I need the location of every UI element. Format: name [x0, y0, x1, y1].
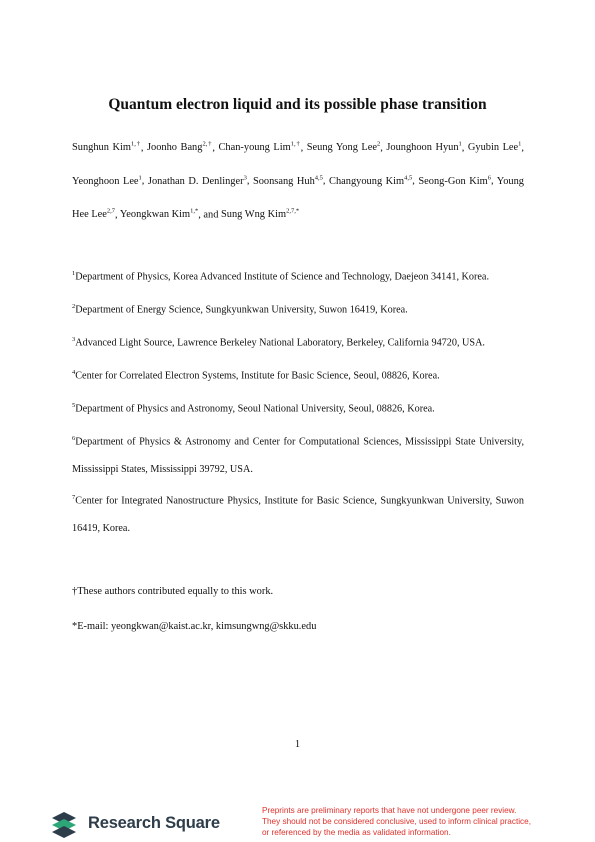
- disclaimer-line: They should not be considered conclusive, used to inform clinical practice,: [262, 817, 531, 826]
- affiliation-7: $^7$Center for Integrated Nanostructure Physics, Institute for Basic Science, Sungkyunkwan University, Suwon 16419, Korea.: [72, 494, 524, 535]
- page-number: 1: [294, 739, 301, 750]
- author: Sung Wng Kim$^{2,7,*}$: [221, 207, 300, 221]
- author: Chan-young Lim$^{1,\dagger}$: [218, 141, 301, 154]
- author: Young Hee Lee$^{2,7}$: [72, 175, 524, 221]
- corresponding-email: *E-mail: yeongkwan@kaist.ac.kr, kimsungwng@skku.edu: [72, 621, 317, 632]
- affiliation-6: $^6$Department of Physics & Astronomy and Center for Computational Sciences, Mississippi State University, Mississippi States, Mississippi 39792, USA.: [72, 435, 524, 476]
- research-square-logo-icon: [50, 808, 82, 838]
- author: Jounghoon Hyun$^1$: [386, 141, 462, 154]
- research-square-logo[interactable]: [50, 808, 220, 838]
- author: Joonho Bang$^{2,\dagger}$: [146, 141, 213, 154]
- affiliation-3: $^3$Advanced Light Source, Lawrence Berkeley National Laboratory, Berkeley, California 94720, USA.: [72, 336, 485, 349]
- author: Jonathan D. Denlinger$^3$: [147, 174, 247, 187]
- affiliation-1: $^1$Department of Physics, Korea Advanced Institute of Science and Technology, Daejeon 34141, Korea.: [72, 270, 489, 283]
- author: Seong-Gon Kim$^6$: [418, 174, 491, 187]
- research-square-logo-text: Research Square: [88, 814, 220, 832]
- affiliation-5: $^5$Department of Physics and Astronomy, Seoul National University, Seoul, 08826, Korea.: [72, 402, 435, 415]
- author: Sunghun Kim$^{1,\dagger}$: [72, 141, 141, 154]
- disclaimer-line: Preprints are preliminary reports that have not undergone peer review.: [262, 806, 517, 815]
- affiliation-4: $^4$Center for Correlated Electron Systems, Institute for Basic Science, Seoul, 08826, Korea.: [72, 369, 440, 382]
- author: Yeongkwan Kim$^{1,*}$: [119, 207, 199, 221]
- author: Seung Yong Lee$^2$: [306, 141, 381, 154]
- author-list: Sunghun Kim$^{1,\dagger}$, Joonho Bang$^{2,\dagger}$, Chan-young Lim$^{1,\dagger}$, Seung Yong Lee$^2$, Jounghoon Hyun$^1$, Gyubin Lee$^1$, Yeonghoon Lee$^1$, Jonathan D. Denlinger$^3$, Soonsang Huh$^{4,5}$, Changyoung Kim$^{4,5}$, Seong-Gon Kim$^6$, Young Hee Lee$^{2,7}$, Yeongkwan Kim$^{1,*}$, and Sung Wng Kim$^{2,7,*}$: [72, 141, 524, 221]
- equal-contribution-note: †These authors contributed equally to this work.: [72, 586, 274, 597]
- author: Gyubin Lee$^1$: [467, 141, 522, 154]
- affiliation-2: $^2$Department of Energy Science, Sungkyunkwan University, Suwon 16419, Korea.: [72, 303, 408, 316]
- disclaimer-line: or referenced by the media as validated information.: [262, 828, 451, 837]
- author: Soonsang Huh$^{4,5}$: [252, 174, 323, 187]
- author: Changyoung Kim$^{4,5}$: [329, 174, 413, 187]
- paper-title: Quantum electron liquid and its possible phase transition: [108, 96, 487, 113]
- preprint-disclaimer: [262, 805, 562, 838]
- author: Yeonghoon Lee$^1$: [72, 174, 142, 187]
